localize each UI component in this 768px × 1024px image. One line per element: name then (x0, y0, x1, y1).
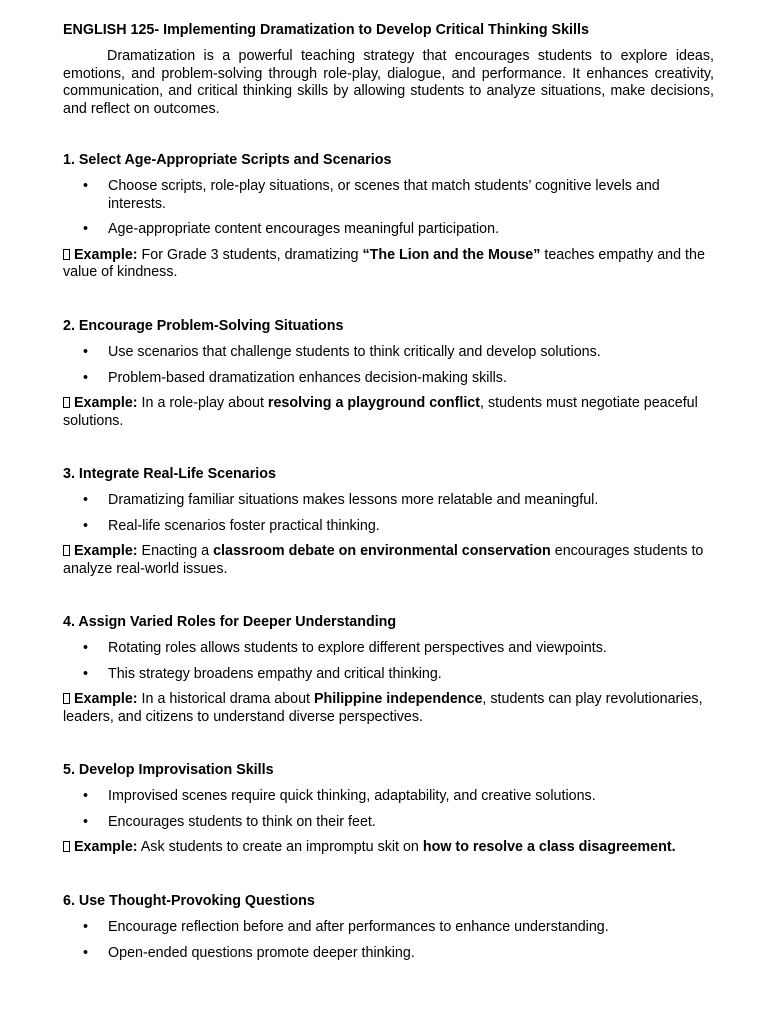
section-heading: 1. Select Age-Appropriate Scripts and Scenarios (63, 152, 392, 168)
example-label: Example: (74, 543, 138, 560)
example-highlight: how to resolve a class disagreement. (422, 839, 676, 856)
bullet-item: • Use scenarios that challenge students to think critically and develop solutions. (63, 344, 715, 362)
example-paragraph (63, 247, 715, 282)
section-heading: 6. Use Thought-Provoking Questions (63, 893, 315, 909)
example-text: Ask students to create an impromptu skit on (137, 839, 423, 856)
section-heading: 5. Develop Improvisation Skills (63, 762, 274, 778)
missing-glyph-icon (63, 397, 70, 408)
example-text: , students must negotiate peaceful solutions. (63, 395, 698, 429)
bullet-list (63, 640, 715, 683)
example-text: , students can play revolutionaries, leaders, and citizens to understand diverse perspectives. (63, 691, 703, 725)
section-1 (63, 152, 715, 282)
bullet-item: • Improvised scenes require quick thinking, adaptability, and creative solutions. (63, 788, 715, 806)
example-highlight: resolving a playground conflict (267, 395, 481, 412)
example-text: teaches empathy and the value of kindness. (63, 246, 705, 281)
example-text: In a role-play about (137, 395, 268, 412)
bullet-item: • Age-appropriate content encourages meaningful participation. (63, 221, 715, 239)
section-4 (63, 614, 715, 726)
bullet-item: • Real-life scenarios foster practical thinking. (63, 518, 715, 536)
section-6 (63, 893, 715, 962)
bullet-list (63, 492, 715, 535)
example-label: Example: (74, 839, 138, 856)
bullet-item: • Choose scripts, role-play situations, or scenes that match students’ cognitive levels and interests. (63, 178, 715, 213)
missing-glyph-icon (63, 545, 70, 556)
example-text: encourages students to analyze real-world issues. (63, 543, 704, 577)
example-highlight: classroom debate on environmental conservation (213, 543, 551, 560)
example-label: Example: (74, 691, 138, 708)
missing-glyph-icon (63, 841, 70, 852)
document-title: ENGLISH 125- Implementing Dramatization to Develop Critical Thinking Skills (63, 22, 589, 38)
example-label: Example: (74, 395, 138, 412)
bullet-item: • Problem-based dramatization enhances decision-making skills. (63, 370, 715, 388)
example-label: Example: (74, 246, 138, 263)
bullet-item: • Open-ended questions promote deeper thinking. (63, 945, 715, 963)
bullet-item: • This strategy broadens empathy and critical thinking. (63, 666, 715, 684)
missing-glyph-icon (63, 249, 70, 260)
section-2 (63, 318, 715, 430)
example-text: In a historical drama about (137, 691, 314, 708)
bullet-item: • Encourages students to think on their feet. (63, 814, 715, 832)
section-5 (63, 762, 715, 857)
bullet-item: • Rotating roles allows students to explore different perspectives and viewpoints. (63, 640, 715, 658)
example-paragraph (63, 691, 715, 726)
missing-glyph-icon (63, 693, 70, 704)
section-3 (63, 466, 715, 578)
example-paragraph (63, 839, 715, 857)
bullet-list (63, 178, 715, 239)
bullet-list (63, 919, 715, 962)
example-highlight: “The Lion and the Mouse” (362, 246, 541, 263)
example-highlight: Philippine independence (314, 691, 483, 708)
bullet-item: • Dramatizing familiar situations makes lessons more relatable and meaningful. (63, 492, 715, 510)
intro-paragraph: Dramatization is a powerful teaching strategy that encourages students to explore ideas, emotions, and problem-solving through role-play, dialogue, and performance. It enhances creativity, communication, and critical thinking skills by allowing students to analyze situations, make decisions, and reflect on outcomes. (63, 48, 714, 117)
example-paragraph (63, 543, 715, 578)
example-text: Enacting a (137, 543, 214, 560)
section-heading: 3. Integrate Real-Life Scenarios (63, 466, 276, 482)
section-heading: 4. Assign Varied Roles for Deeper Understanding (63, 614, 397, 630)
section-heading: 2. Encourage Problem-Solving Situations (63, 318, 344, 334)
bullet-list (63, 788, 715, 831)
bullet-list (63, 344, 715, 387)
example-text: For Grade 3 students, dramatizing (137, 246, 363, 263)
bullet-item: • Encourage reflection before and after performances to enhance understanding. (63, 919, 715, 937)
example-paragraph (63, 395, 715, 430)
